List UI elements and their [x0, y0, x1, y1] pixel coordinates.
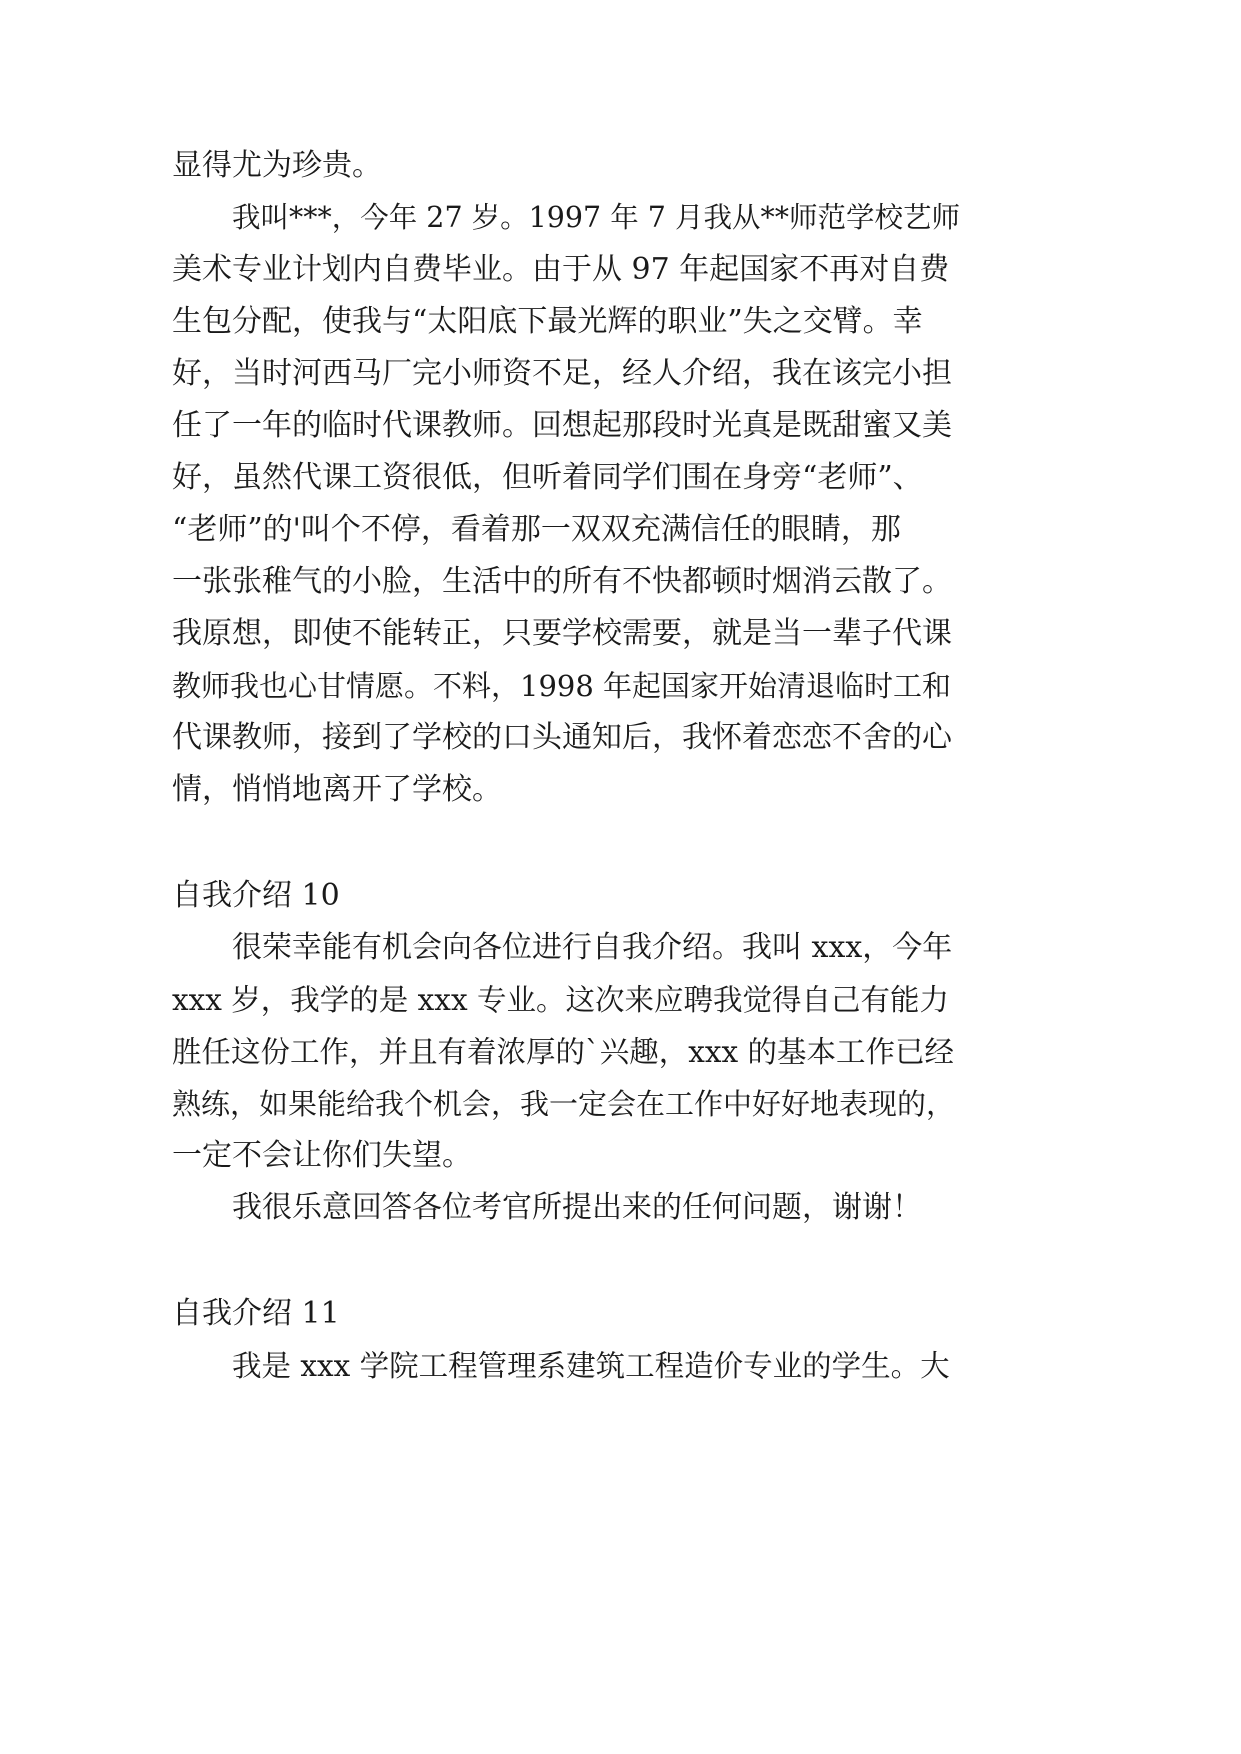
text-line: 好，虽然代课工资很低，但听着同学们围在身旁“老师”、 — [172, 460, 923, 495]
text-line: 好，当时河西马厂完小师资不足，经人介绍，我在该完小担 — [172, 356, 952, 391]
section-heading: 自我介绍 10 — [172, 878, 340, 913]
paragraph-first-line: 我叫***，今年 27 岁。1997 年 7 月我从**师范学校艺师 — [232, 201, 960, 234]
text-line: 任了一年的临时代课教师。回想起那段时光真是既甜蜜又美 — [172, 408, 952, 443]
section-heading: 自我介绍 11 — [172, 1296, 340, 1331]
paragraph-first-line: 很荣幸能有机会向各位进行自我介绍。我叫 xxx，今年 — [232, 930, 953, 965]
text-line: 美术专业计划内自费毕业。由于从 97 年起国家不再对自费 — [172, 252, 950, 287]
text-line: 熟练，如果能给我个机会，我一定会在工作中好好地表现的， — [172, 1087, 956, 1121]
text-line: “老师”的'叫个不停，看着那一双双充满信任的眼睛，那 — [172, 512, 901, 547]
text-line: 情，悄悄地离开了学校。 — [172, 772, 502, 807]
text-line: 生包分配，使我与“太阳底下最光辉的职业”失之交臂。幸 — [172, 304, 923, 339]
text-line: 代课教师，接到了学校的口头通知后，我怀着恋恋不舍的心 — [172, 720, 952, 755]
paragraph-first-line: 我很乐意回答各位考官所提出来的任何问题，谢谢！ — [232, 1190, 922, 1225]
text-line: xxx 岁，我学的是 xxx 专业。这次来应聘我觉得自己有能力 — [172, 983, 949, 1017]
text-line: 一定不会让你们失望。 — [172, 1138, 472, 1173]
text-line: 一张张稚气的小脸，生活中的所有不快都顿时烟消云散了。 — [172, 564, 952, 599]
paragraph-first-line: 我是 xxx 学院工程管理系建筑工程造价专业的学生。大 — [232, 1349, 950, 1383]
text-line: 教师我也心甘情愿。不料，1998 年起国家开始清退临时工和 — [172, 669, 952, 703]
text-line: 胜任这份工作，并且有着浓厚的`兴趣，xxx 的基本工作已经 — [172, 1035, 955, 1069]
text-line: 显得尤为珍贵。 — [172, 148, 382, 183]
text-line: 我原想，即使不能转正，只要学校需要，就是当一辈子代课 — [172, 616, 952, 651]
